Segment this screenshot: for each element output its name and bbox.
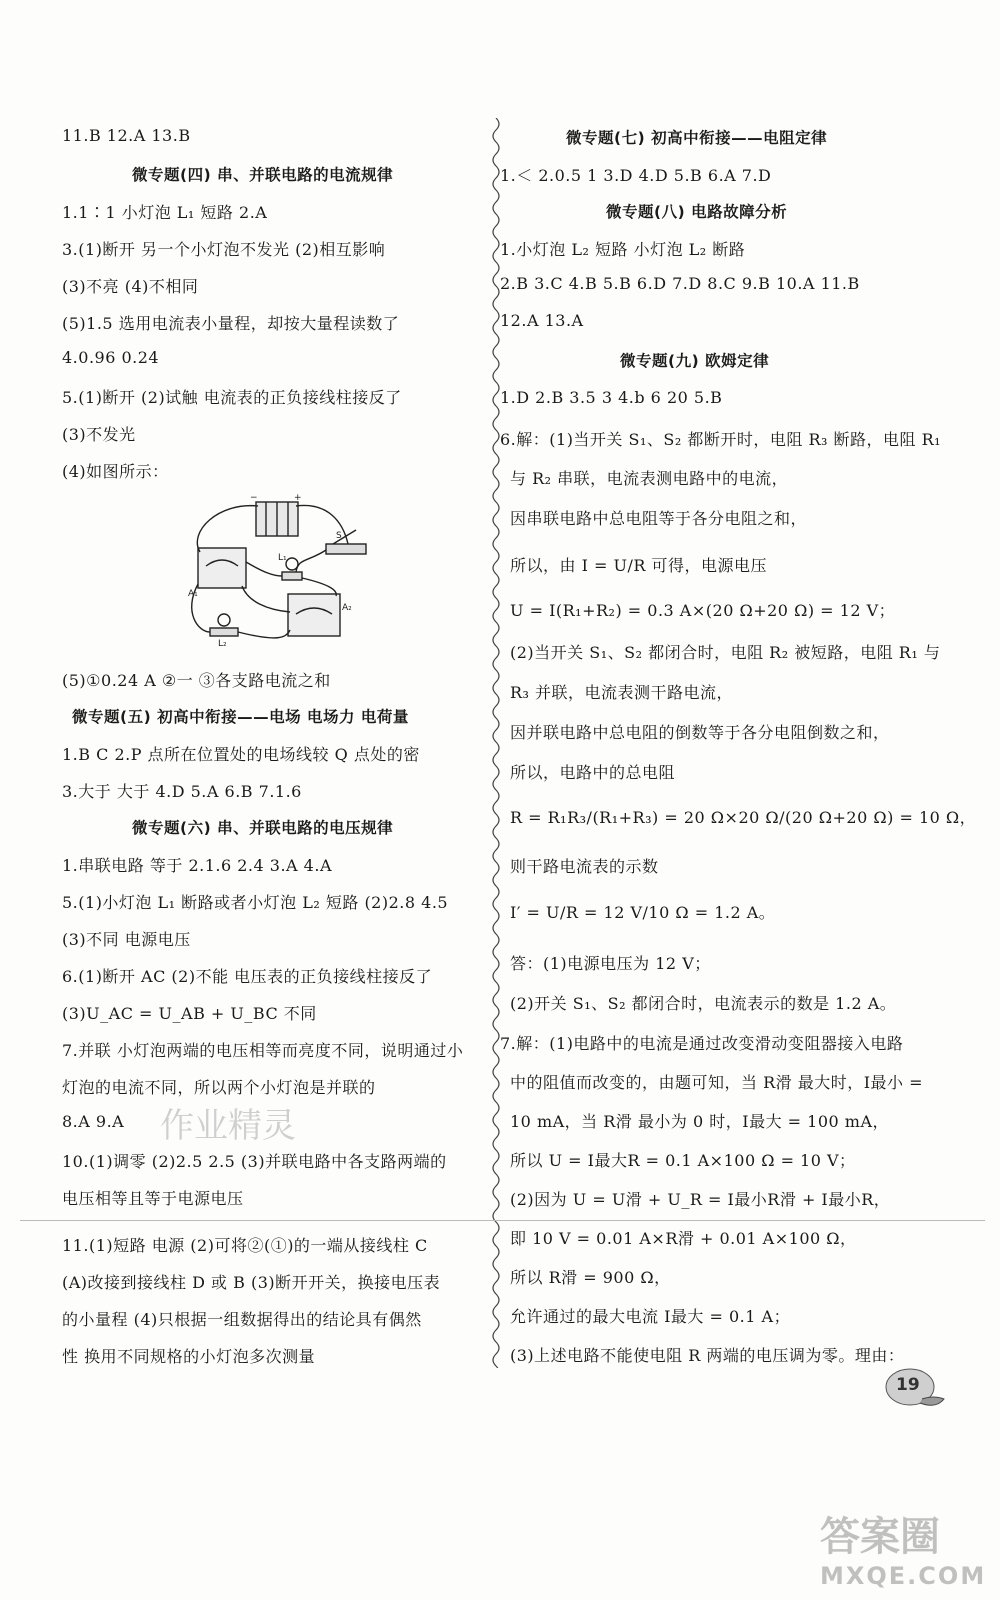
section-title: 微专题(九) 欧姆定律	[620, 352, 770, 370]
answer-line: 11.(1)短路 电源 (2)可将②(①)的一端从接线柱 C	[62, 1236, 428, 1255]
answer-line: I′ = U/R = 12 V/10 Ω = 1.2 A。	[510, 903, 776, 922]
answer-line: 即 10 V = 0.01 A×R滑 + 0.01 A×100 Ω，	[510, 1229, 857, 1248]
answer-line: 6.(1)断开 AC (2)不能 电压表的正负接线柱接反了	[62, 967, 433, 986]
answer-line: 所以，电路中的总电阻	[510, 763, 676, 782]
section-title: 微专题(八) 电路故障分析	[606, 203, 788, 221]
answer-line: R₃ 并联，电流表测干路电流，	[510, 683, 734, 702]
answer-line: 1.＜ 2.0.5 1 3.D 4.D 5.B 6.A 7.D	[500, 166, 772, 185]
answer-line: 答：(1)电源电压为 12 V；	[510, 954, 711, 973]
answer-line: 1.D 2.B 3.5 3 4.b 6 20 5.B	[500, 388, 723, 407]
answer-line: 的小量程 (4)只根据一组数据得出的结论具有偶然	[62, 1310, 422, 1329]
answer-line: 10 mA，当 R滑 最小为 0 时，I最大 = 100 mA，	[510, 1112, 889, 1131]
svg-text:L₂: L₂	[218, 639, 227, 649]
column-divider	[489, 118, 503, 1368]
answer-line: (3)不亮 (4)不相同	[62, 277, 199, 296]
answer-line: 1.1∶1 小灯泡 L₁ 短路 2.A	[62, 203, 268, 222]
answer-line: 1.小灯泡 L₂ 短路 小灯泡 L₂ 断路	[500, 240, 746, 259]
answer-line: U = I(R₁+R₂) = 0.3 A×(20 Ω+20 Ω) = 12 V；	[510, 601, 896, 620]
watermark-url: MXQE.COM	[820, 1562, 987, 1590]
answer-line: (3)不发光	[62, 425, 136, 444]
circuit-diagram	[178, 492, 398, 650]
answer-line: 所以 R滑 = 900 Ω，	[510, 1268, 671, 1287]
answer-line: (3)不同 电源电压	[62, 930, 191, 949]
answer-line: (3)上述电路不能使电阻 R 两端的电压调为零。理由：	[510, 1346, 905, 1365]
faint-stamp: 作业精灵	[160, 1106, 296, 1146]
answer-line: 因串联电路中总电阻等于各分电阻之和，	[510, 509, 808, 528]
answer-line: 3.(1)断开 另一个小灯泡不发光 (2)相互影响	[62, 240, 386, 259]
answer-line: 5.(1)小灯泡 L₁ 断路或者小灯泡 L₂ 短路 (2)2.8 4.5	[62, 893, 449, 912]
svg-text:A₁: A₁	[188, 589, 198, 599]
page-number: 19	[896, 1375, 920, 1395]
answer-line: 2.B 3.C 4.B 5.B 6.D 7.D 8.C 9.B 10.A 11.B	[500, 274, 860, 293]
section-title: 微专题(六) 串、并联电路的电压规律	[132, 819, 394, 837]
answer-line: 7.解：(1)电路中的电流是通过改变滑动变阻器接入电路	[500, 1034, 904, 1053]
watermark-logo-text: 答案圈	[820, 1514, 940, 1560]
answer-line: 1.B C 2.P 点所在位置处的电场线较 Q 点处的密	[62, 745, 420, 764]
svg-text:−: −	[250, 493, 258, 503]
answer-line: (A)改接到接线柱 D 或 B (3)断开开关，换接电压表	[62, 1273, 441, 1292]
answer-line: (3)U_AC = U_AB + U_BC 不同	[62, 1004, 317, 1023]
section-title: 微专题(七) 初高中衔接——电阻定律	[566, 129, 828, 147]
fold-line	[20, 1220, 985, 1221]
answer-line: 中的阻值而改变的，由题可知，当 R滑 最大时，I最小 =	[510, 1073, 924, 1092]
answer-line: 所以，由 I = U/R 可得，电源电压	[510, 556, 767, 575]
svg-text:S: S	[336, 531, 342, 541]
svg-text:L₁: L₁	[278, 553, 287, 563]
answer-line: (4)如图所示：	[62, 462, 169, 481]
svg-text:+: +	[294, 493, 302, 503]
answer-line: (2)当开关 S₁、S₂ 都闭合时，电阻 R₂ 被短路，电阻 R₁ 与	[510, 643, 941, 662]
answer-line: (2)开关 S₁、S₂ 都闭合时，电流表示的数是 1.2 A。	[510, 994, 897, 1013]
answer-line: 5.(1)断开 (2)试触 电流表的正负接线柱接反了	[62, 388, 402, 407]
answer-line: (5)①0.24 A ②一 ③各支路电流之和	[62, 671, 331, 690]
answer-line: (2)因为 U = U滑 + U_R = I最小R滑 + I最小R，	[510, 1190, 891, 1209]
answer-line: R = R₁R₃/(R₁+R₃) = 20 Ω×20 Ω/(20 Ω+20 Ω) = 10 Ω，	[510, 808, 977, 827]
answer-line: 11.B 12.A 13.B	[62, 126, 191, 145]
answer-line: 与 R₂ 串联，电流表测电路中的电流，	[510, 469, 789, 488]
answer-line: 电压相等且等于电源电压	[62, 1189, 244, 1208]
answer-line: 8.A 9.A	[62, 1112, 125, 1131]
answer-line: 所以 U = I最大R = 0.1 A×100 Ω = 10 V；	[510, 1151, 856, 1170]
section-title: 微专题(四) 串、并联电路的电流规律	[132, 166, 394, 184]
answer-line: 则干路电流表的示数	[510, 857, 659, 876]
section-title: 微专题(五) 初高中衔接——电场 电场力 电荷量	[72, 708, 409, 726]
answer-line: 7.并联 小灯泡两端的电压相等而亮度不同，说明通过小	[62, 1041, 464, 1060]
answer-line: 10.(1)调零 (2)2.5 2.5 (3)并联电路中各支路两端的	[62, 1152, 447, 1171]
answer-line: 6.解：(1)当开关 S₁、S₂ 都断开时，电阻 R₃ 断路，电阻 R₁	[500, 430, 942, 449]
answer-line: 因并联电路中总电阻的倒数等于各分电阻倒数之和，	[510, 723, 890, 742]
answer-line: 性 换用不同规格的小灯泡多次测量	[62, 1347, 316, 1366]
answer-line: 4.0.96 0.24	[62, 348, 160, 367]
answer-line: 3.大于 大于 4.D 5.A 6.B 7.1.6	[62, 782, 302, 801]
svg-text:A₂: A₂	[342, 603, 352, 613]
answer-line: 1.串联电路 等于 2.1.6 2.4 3.A 4.A	[62, 856, 332, 875]
page-number-badge	[878, 1365, 948, 1415]
answer-line: 灯泡的电流不同，所以两个小灯泡是并联的	[62, 1078, 376, 1097]
answer-line: (5)1.5 选用电流表小量程，却按大量程读数了	[62, 314, 400, 333]
site-watermark	[820, 1505, 990, 1595]
answer-line: 12.A 13.A	[500, 311, 584, 330]
answer-line: 允许通过的最大电流 I最大 = 0.1 A；	[510, 1307, 791, 1326]
